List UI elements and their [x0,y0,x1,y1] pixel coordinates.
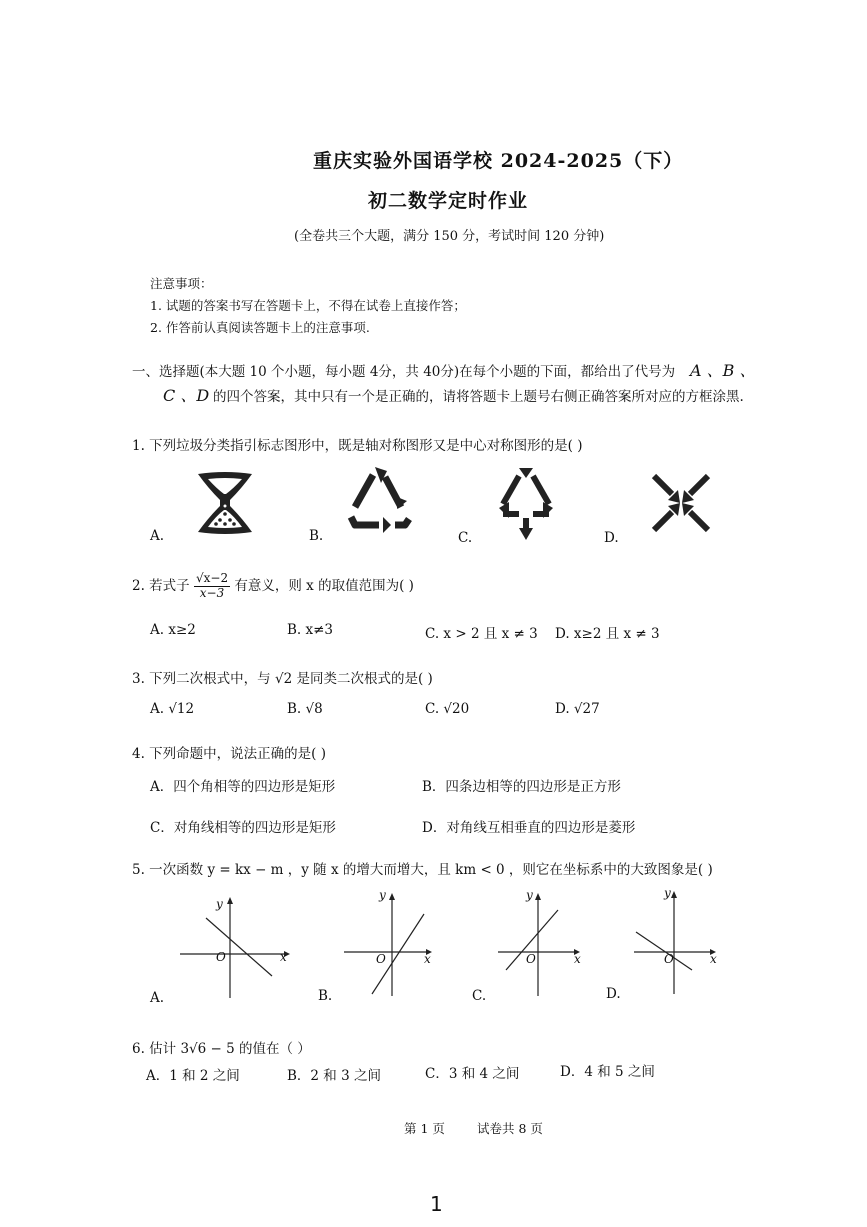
q6-option-b: B．2 和 3 之间 [287,1068,381,1084]
notes-item-1: 1. 试题的答案书写在答题卡上，不得在试卷上直接作答； [150,298,466,313]
q6-stem: 6. 估计 3√6 − 5 的值在（ ） [132,1041,311,1057]
q2-denominator: x−3 [199,585,225,600]
q1-option-d-label: D. [604,530,619,546]
q5-d-x-label: x [710,952,717,966]
q5-a-origin: O [216,950,226,964]
q2-prefix: 2. 若式子 [132,577,190,594]
notes-heading: 注意事项： [150,276,213,291]
footer-total-pages: 试卷共 8 页 [477,1121,543,1136]
q5-b-y-label: y [379,888,386,902]
q5-a-x-label: x [280,950,287,964]
notes-item-2: 2. 作答前认真阅读答题卡上的注意事项. [150,320,370,335]
q5-option-b-label: B. [318,988,333,1004]
q4-option-d: D．对角线互相垂直的四边形是菱形 [422,820,636,836]
q4-option-c: C．对角线相等的四边形是矩形 [150,820,336,836]
q4-option-b: B．四条边相等的四边形是正方形 [422,779,621,795]
q5-c-y-label: y [526,888,533,902]
q5-option-d-label: D. [606,986,621,1002]
q1-option-c-figure [497,468,555,540]
q5-c-x-label: x [574,952,581,966]
q5-b-origin: O [376,952,386,966]
section1-line1-letters: A 、B 、 [690,361,756,380]
q6-option-a: A．1 和 2 之间 [146,1068,240,1084]
q1-option-a-label: A. [150,528,165,544]
section1-line1: 一、选择题(本大题 10 个小题，每小题 4分，共 40分)在每个小题的下面，都给出了代号为 [132,364,676,380]
document-title: 初二数学定时作业 [368,190,529,212]
q3-option-c: C. √20 [425,701,470,717]
q5-option-d-graph [630,886,730,996]
q1-option-d-figure [650,472,712,534]
q5-d-origin: O [664,952,674,966]
q2-option-c: C. x > 2 且 x ≠ 3 [425,626,538,642]
q2-option-a: A. x≥2 [150,622,196,638]
page-number: 1 [430,1192,443,1216]
q2-suffix: 有意义，则 x 的取值范围为( ) [234,577,414,594]
q2-option-d: D. x≥2 且 x ≠ 3 [555,626,660,642]
q5-c-origin: O [526,952,536,966]
q2-numerator: √x−2 [195,571,229,585]
exam-info: (全卷共三个大题，满分 150 分，考试时间 120 分钟) [294,229,605,244]
q1-stem: 1. 下列垃圾分类指引标志图形中，既是轴对称图形又是中心对称图形的是( ) [132,438,583,454]
q5-b-x-label: x [424,952,431,966]
section1-line2-letters: C 、D [163,386,210,405]
q6-option-c: C．3 和 4 之间 [425,1066,520,1082]
section1-line2: 的四个答案，其中只有一个是正确的，请将答题卡上题号右侧正确答案所对应的方框涂黑. [213,389,744,405]
q2-option-b: B. x≠3 [287,622,334,638]
q5-stem: 5. 一次函数 y = kx − m ，y 随 x 的增大而增大，且 km < 0 ，则它在坐标系中的大致图象是( ) [132,862,713,878]
q2-fraction [194,572,230,601]
q5-a-y-label: y [216,897,223,911]
q5-option-a-label: A. [150,990,165,1006]
q4-option-a: A．四个角相等的四边形是矩形 [150,779,336,795]
school-title: 重庆实验外国语学校 2024-2025（下） [313,150,684,172]
q4-stem: 4. 下列命题中，说法正确的是( ) [132,746,326,762]
q1-option-a-figure [196,470,254,536]
q1-option-b-label: B. [309,528,324,544]
q1-option-b-figure [343,467,415,533]
q3-option-b: B. √8 [287,701,323,717]
q5-option-c-label: C. [472,988,487,1004]
q1-option-c-label: C. [458,530,473,546]
q5-d-y-label: y [664,886,671,900]
q6-option-d: D．4 和 5 之间 [560,1064,655,1080]
q3-stem: 3. 下列二次根式中，与 √2 是同类二次根式的是( ) [132,671,433,687]
q2-stem [132,572,414,601]
q5-option-a-graph [176,892,296,1002]
q3-option-a: A. √12 [150,701,195,717]
q5-option-b-graph [340,888,440,998]
q3-option-d: D. √27 [555,701,600,717]
q5-option-c-graph [494,888,594,998]
footer-page: 第 1 页 [404,1121,445,1136]
